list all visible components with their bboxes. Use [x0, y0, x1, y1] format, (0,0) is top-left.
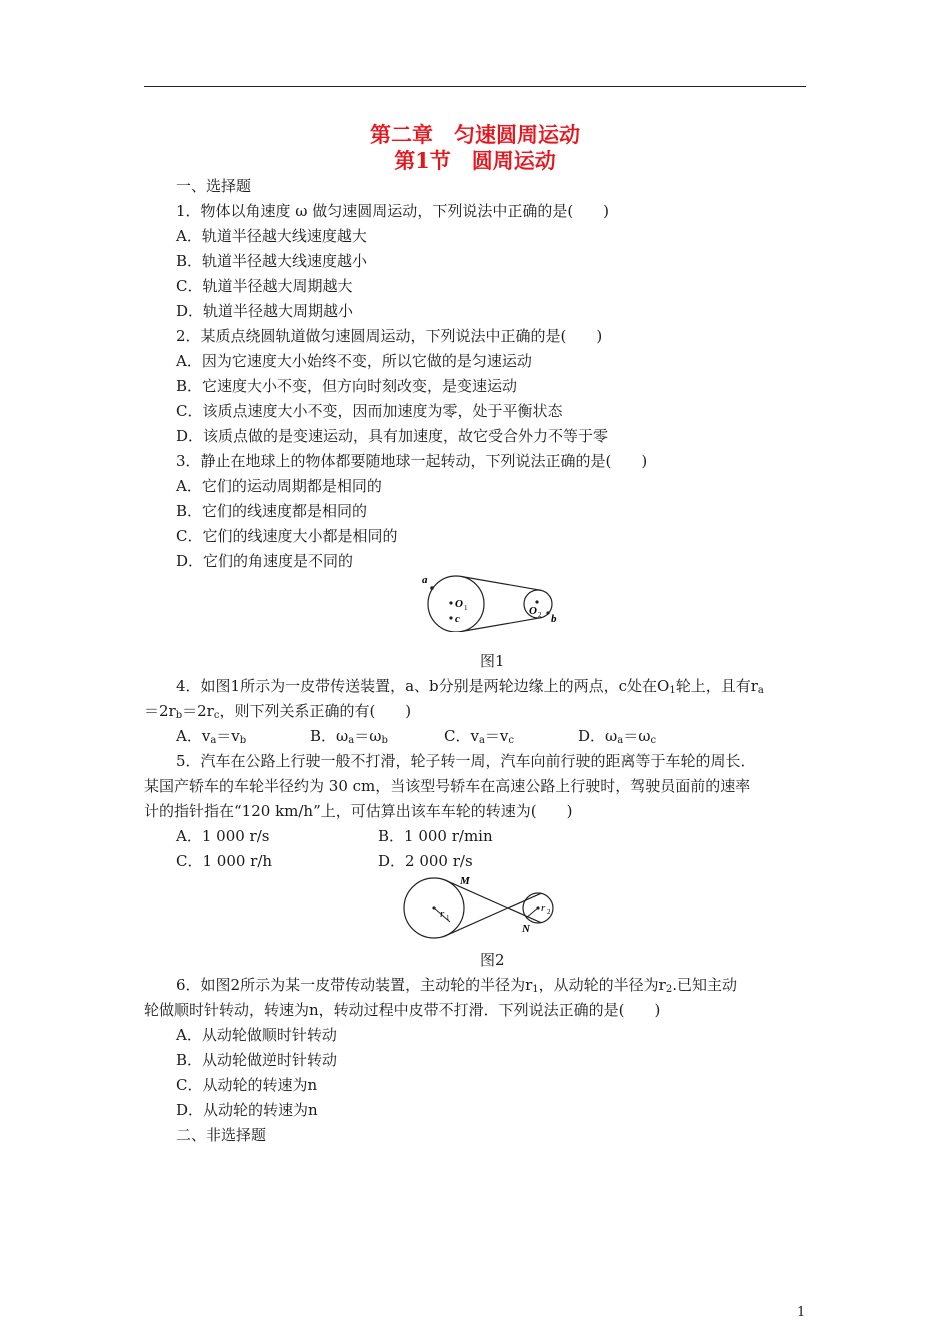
q2-option-d: D．该质点做的是变速运动，具有加速度，故它受合外力不等于零: [176, 427, 609, 445]
q1-option-a: A．轨道半径越大线速度越大: [176, 227, 367, 245]
figure-1-belt-pulley: [418, 570, 568, 632]
fig1-label-a: a: [422, 574, 428, 586]
q4-b-sub2: b: [381, 735, 388, 746]
q6-option-b: B．从动轮做逆时针转动: [176, 1051, 338, 1069]
q4-a-text2: ＝v: [216, 727, 240, 745]
q2-stem: 2．某质点绕圆轨道做匀速圆周运动，下列说法中正确的是( ): [176, 327, 603, 345]
q4-b-text2: ＝ω: [354, 727, 382, 745]
q5-line1: 5．汽车在公路上行驶一般不打滑，轮子转一周，汽车向前行驶的距离等于车轮的周长．: [176, 752, 756, 770]
q4-c-sub2: c: [508, 735, 515, 746]
q4-d-sub1: a: [617, 735, 624, 746]
q4-stem1-text: 4．如图1所示为一皮带传送装置，a、b分别是两轮边缘上的两点，c处在O: [176, 677, 670, 695]
q5-option-b: B．1 000 r/min: [378, 827, 493, 845]
q4-stem2a-text: ＝2r: [144, 702, 176, 720]
fig1-label-b: b: [551, 613, 557, 625]
section-heading-nonchoice: 二、非选择题: [176, 1126, 267, 1144]
q3-option-c: C．它们的线速度大小都是相同的: [176, 527, 398, 545]
q4-d-text: D．ω: [578, 727, 618, 745]
q4-option-c: [444, 726, 514, 751]
header-rule: [144, 86, 806, 87]
q4-stem2-sub-b: b: [175, 710, 183, 721]
fig2-label-m: M: [460, 875, 470, 887]
q4-stem-line2: [144, 701, 411, 726]
figure-2-crossed-belt: [398, 872, 566, 942]
q4-stem1-sub-a: a: [757, 685, 764, 696]
q4-stem1-sub: 1: [669, 685, 676, 696]
q1-stem: 1．物体以角速度 ω 做匀速圆周运动，下列说法中正确的是( ): [176, 202, 610, 220]
q2-option-c: C．该质点速度大小不变，因而加速度为零，处于平衡状态: [176, 402, 563, 420]
q4-option-a: [176, 726, 246, 751]
q6-line1-a: 6．如图2所示为某一皮带传动装置，主动轮的半径为r: [176, 976, 533, 994]
fig1-label-o1: O: [455, 598, 463, 610]
q3-option-d: D．它们的角速度是不同的: [176, 552, 354, 570]
q1-option-d: D．轨道半径越大周期越小: [176, 302, 354, 320]
section-heading-choice: 一、选择题: [176, 177, 252, 195]
figure-2-caption: 图2: [480, 951, 505, 969]
q1-option-c: C．轨道半径越大周期越大: [176, 277, 353, 295]
q4-stem-line1: [176, 676, 764, 701]
q6-option-d: D．从动轮的转速为n: [176, 1101, 318, 1119]
q5-option-d: D．2 000 r/s: [378, 852, 473, 870]
fig2-label-r1-sub: 1: [446, 914, 450, 922]
section-title: 第1节 圆周运动: [394, 148, 556, 173]
q4-option-b: [310, 726, 388, 751]
fig1-label-o1-sub: 1: [464, 604, 468, 612]
fig1-label-o2: O: [529, 605, 537, 617]
fig2-label-r1: r: [440, 908, 445, 920]
q5-option-c: C．1 000 r/h: [176, 852, 273, 870]
q4-c-text: C．v: [444, 727, 479, 745]
q6-line1-b: ，从动轮的半径为r: [538, 976, 666, 994]
q4-a-sub1: a: [210, 735, 217, 746]
q6-line1: [176, 975, 737, 1000]
q4-c-sub1: a: [478, 735, 485, 746]
q4-stem1b-text: 轮上，且有r: [675, 677, 758, 695]
q2-option-b: B．它速度大小不变，但方向时刻改变，是变速运动: [176, 377, 518, 395]
fig1-label-o2-sub: 2: [538, 611, 542, 619]
figure-1-caption: 图1: [480, 652, 505, 670]
q4-option-d: [578, 726, 656, 751]
q6-line2: 轮做顺时针转动，转速为n，转动过程中皮带不打滑．下列说法正确的是( ): [144, 1001, 661, 1019]
page-number: 1: [797, 1305, 806, 1320]
q4-b-text: B．ω: [310, 727, 349, 745]
q6-option-a: A．从动轮做顺时针转动: [176, 1026, 337, 1044]
q5-line2: 某国产轿车的车轮半径约为 30 cm，当该型号轿车在高速公路上行驶时，驾驶员面前的速率: [144, 777, 751, 795]
fig2-label-n: N: [522, 923, 530, 935]
q4-d-text2: ＝ω: [623, 727, 651, 745]
fig2-label-r2: r: [541, 902, 546, 914]
q6-line1-sub2: 2: [665, 984, 673, 995]
q2-option-a: A．因为它速度大小始终不变，所以它做的是匀速运动: [176, 352, 532, 370]
q6-line1-sub1: 1: [532, 984, 539, 995]
fig1-label-c: c: [455, 613, 460, 625]
q6-line1-c: .已知主动: [672, 976, 737, 994]
q4-stem2c-text: ，则下列关系正确的有( ): [219, 702, 412, 720]
q5-line3: 计的指针指在“120 km/h”上，可估算出该车车轮的转速为( ): [144, 802, 573, 820]
q6-option-c: C．从动轮的转速为n: [176, 1076, 318, 1094]
q1-option-b: B．轨道半径越大线速度越小: [176, 252, 368, 270]
q3-option-a: A．它们的运动周期都是相同的: [176, 477, 382, 495]
chapter-title: 第二章 匀速圆周运动: [370, 122, 580, 147]
q4-b-sub1: a: [348, 735, 355, 746]
q5-option-a: A．1 000 r/s: [176, 827, 270, 845]
q4-stem2b-text: ＝2r: [182, 702, 214, 720]
fig2-label-r2-sub: 2: [547, 908, 551, 916]
q4-c-text2: ＝v: [484, 727, 509, 745]
q3-option-b: B．它们的线速度都是相同的: [176, 502, 368, 520]
q4-stem2-sub-c: c: [213, 710, 220, 721]
q4-a-text: A．v: [176, 727, 211, 745]
q4-d-sub2: c: [650, 735, 657, 746]
q3-stem: 3．静止在地球上的物体都要随地球一起转动，下列说法正确的是( ): [176, 452, 648, 470]
q4-a-sub2: b: [239, 735, 247, 746]
